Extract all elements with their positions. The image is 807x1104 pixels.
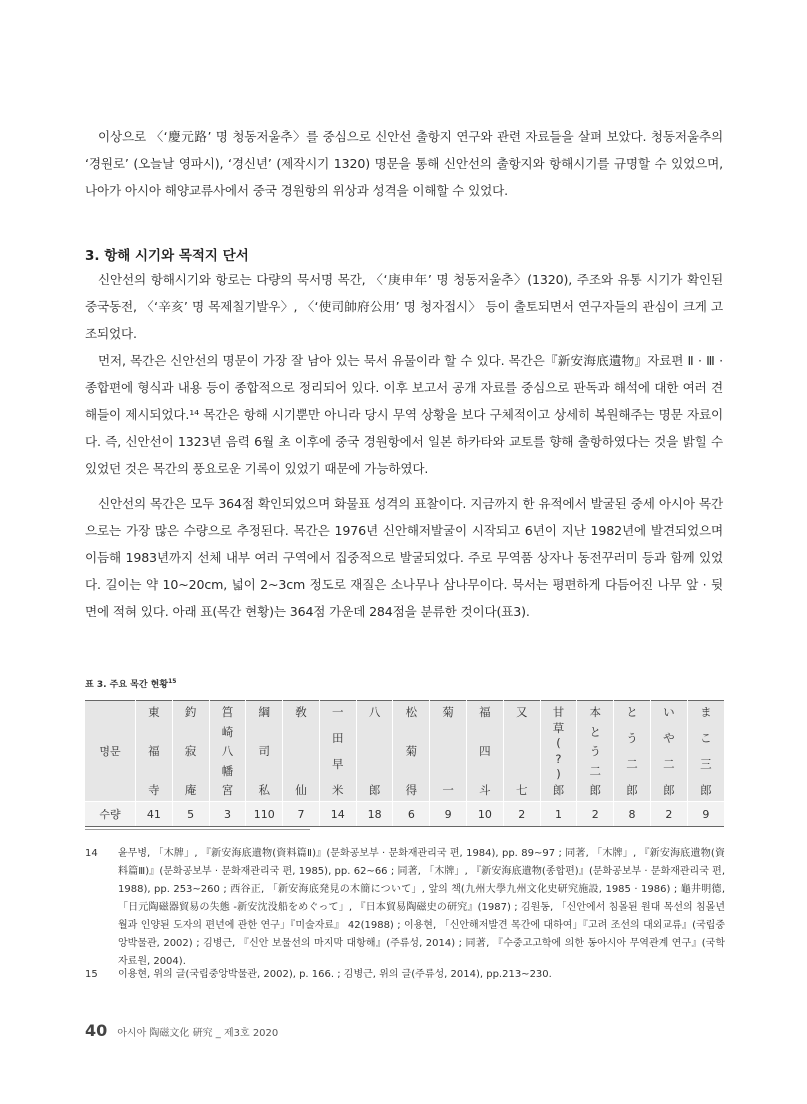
inscription-char: 郎: [700, 783, 712, 797]
inscription-chars: [210, 705, 246, 797]
inscription-char: 仙: [295, 783, 307, 797]
inscription-char: 司: [258, 744, 270, 758]
inscription-char: 郎: [626, 783, 638, 797]
inscription-char: 一: [442, 783, 454, 797]
inscription-char: (: [556, 736, 561, 751]
inscription-chars: [246, 705, 282, 797]
paragraph-count: 신안선의 목간은 모두 364점 확인되었으며 화물표 성격의 표찰이다. 지금까지 한 유적에서 발굴된 중세 아시아 목간으로는 가장 많은 수량으로 추정된다. 목간은 1976년 신안해저발굴이 시작되고 6년이 지난 1982년에 발견되었으며 이듬해 1983년까지 선체 내부 여러 구역에서 집중적으로 발굴되었다. 주로 무역품 상자나 동전꾸러미 등과 함께 있었다. 길이는 약 10~20cm, 넓이 2~3cm 정도로 재질은 소나무나 삼나무이다. 묵서는 평편하게 다듬어진 나무 앞 · 뒷면에 적혀 있다. 아래 표(목간 현황)는 364점 가운데 284점을 분류한 것이다(표3).: [85, 496, 723, 619]
inscription-chars: [136, 705, 172, 797]
count-cell: 6: [393, 802, 430, 827]
inscription-char: 草: [552, 720, 565, 735]
inscription-char: 菊: [442, 705, 454, 719]
inscription-header-cell: [503, 701, 540, 802]
inscription-char: う: [626, 731, 638, 745]
inscription-char: 二: [626, 757, 638, 771]
inscription-chars: [283, 705, 319, 797]
inscription-char: 庵: [184, 783, 197, 797]
inscription-char: 福: [148, 744, 160, 758]
table-header-row: [85, 701, 724, 802]
table-caption: [85, 677, 176, 690]
inscription-char: 寂: [184, 744, 197, 758]
inscription-char: 郎: [552, 782, 565, 797]
count-cell: 5: [172, 802, 209, 827]
count-cell: 2: [503, 802, 540, 827]
inscription-chars: [688, 705, 724, 797]
inscription-chars: [541, 705, 577, 797]
inscription-char: う: [589, 744, 602, 758]
inscription-header-cell: [577, 701, 614, 802]
page-number: 40: [85, 1021, 108, 1040]
inscription-char: と: [626, 705, 638, 719]
inscription-char: 釣: [184, 705, 197, 719]
inscription-header-cell: [172, 701, 209, 802]
inscription-char: 筥: [221, 705, 234, 719]
inscription-char: 私: [258, 783, 270, 797]
inscription-char: 敎: [295, 705, 307, 719]
count-cell: 41: [136, 802, 173, 827]
count-cell: 7: [283, 802, 320, 827]
paragraph-conclusion: 이상으로 〈‘慶元路’ 명 청동저울추〉를 중심으로 신안선 출항지 연구와 관련 자료들을 살펴 보았다. 청동저울추의 ‘경원로’ (오늘날 영파시), ‘경신년’ (제작시기 1320) 명문을 통해 신안선의 출항지와 항해시기를 규명할 수 있었으며, 나아가 아시아 해양교류사에서 중국 경원항의 위상과 성격을 이해할 수 있었다.: [85, 129, 723, 198]
inscription-chars: [504, 705, 540, 797]
inscription-char: 本: [589, 705, 602, 719]
inscription-header-cell: [540, 701, 577, 802]
footnote-14: [85, 845, 725, 971]
paragraph-intro: 신안선의 항해시기와 항로는 다량의 묵서명 목간, 〈‘庚申年’ 명 청동저울추〉(1320), 주조와 유통 시기가 확인된 중국동전, 〈‘辛亥’ 명 목제칠기발우〉, 〈‘使司帥府公用’ 명 청자접시〉 등이 출토되면서 연구자들의 관심이 크게 고조되었다.: [85, 272, 723, 341]
count-cell: 9: [430, 802, 467, 827]
table-caption-footnote-ref: 15: [168, 678, 177, 685]
inscription-header-cell: [467, 701, 504, 802]
inscription-char: 七: [515, 783, 528, 797]
footnote-divider: [85, 829, 310, 830]
inscription-header-cell: [614, 701, 651, 802]
inscription-char: 米: [332, 783, 344, 797]
inscription-header-cell: [356, 701, 393, 802]
count-cell: 1: [540, 802, 577, 827]
footnote-number: 14: [85, 848, 98, 859]
inscription-header-cell: [393, 701, 430, 802]
inscription-char: ): [556, 767, 561, 782]
inscription-char: 得: [405, 783, 418, 797]
inscription-header-cell: [209, 701, 246, 802]
footnote-text: 이용현, 위의 글(국립중앙박물관, 2002), p. 166. ; 김병근, 위의 글(주류성, 2014), pp.213~230.: [118, 969, 552, 980]
inscription-chars: [614, 705, 650, 797]
inscription-header-cell: [136, 701, 173, 802]
inscription-char: 幡: [221, 763, 234, 778]
inscription-chars: [430, 705, 466, 797]
inscription-char: 宮: [221, 783, 234, 797]
inscription-char: 四: [479, 744, 491, 758]
inscription-chars: [577, 705, 613, 797]
inscription-char: こ: [700, 731, 712, 745]
inscription-char: 田: [332, 731, 344, 745]
inscription-char: 郎: [663, 783, 675, 797]
inscription-char: と: [589, 724, 602, 739]
inscription-char: 一: [332, 705, 344, 719]
count-cell: 2: [650, 802, 687, 827]
count-cell: 14: [319, 802, 356, 827]
count-cell: 2: [577, 802, 614, 827]
inscription-char: 松: [405, 705, 418, 719]
count-cell: 18: [356, 802, 393, 827]
inscription-char: 斗: [479, 783, 491, 797]
inscription-char: 早: [332, 757, 344, 771]
inscription-char: い: [663, 705, 675, 719]
inscription-char: や: [663, 731, 675, 745]
count-cell: 9: [687, 802, 724, 827]
inscription-header-cell: [246, 701, 283, 802]
inscription-char: 福: [479, 705, 491, 719]
count-cell: 110: [246, 802, 283, 827]
inscription-char: 綱: [258, 705, 270, 719]
inscription-header-cell: [283, 701, 320, 802]
running-title: 아시아 陶磁文化 硏究 _ 제3호 2020: [117, 1028, 279, 1039]
count-header-cell: 수량: [85, 802, 136, 827]
name-header-cell: 명문: [85, 701, 136, 802]
inscription-char: 八: [221, 744, 234, 758]
inscription-chars: [357, 705, 393, 797]
inscription-char: 菊: [405, 744, 418, 758]
inscription-char: 八: [368, 705, 381, 719]
inscription-char: ま: [700, 705, 712, 719]
inscription-char: 郎: [368, 783, 381, 797]
mokgan-table: [85, 700, 724, 827]
inscription-char: ?: [555, 751, 562, 766]
inscription-char: 東: [148, 705, 160, 719]
inscription-chars: [467, 705, 503, 797]
inscription-char: 郎: [589, 783, 602, 797]
table-count-row: [85, 802, 724, 827]
inscription-chars: [320, 705, 356, 797]
inscription-char: 二: [663, 757, 675, 771]
inscription-header-cell: [650, 701, 687, 802]
inscription-char: 二: [589, 763, 602, 778]
inscription-char: 寺: [148, 783, 160, 797]
section-heading: 3. 항해 시기와 목적지 단서: [85, 248, 249, 264]
inscription-char: 崎: [221, 724, 234, 739]
page-footer: [85, 1021, 278, 1040]
count-cell: 8: [614, 802, 651, 827]
inscription-char: 甘: [552, 705, 565, 719]
inscription-char: 又: [515, 705, 528, 719]
paragraph-mokgan: 먼저, 목간은 신안선의 명문이 가장 잘 남아 있는 묵서 유물이라 할 수 있다. 목간은『新安海底遺物』자료편 Ⅱ · Ⅲ · 종합편에 형식과 내용 등이 종합적으로 정리되어 있다. 이후 보고서 공개 자료를 중심으로 판독과 해석에 대한 여러 견해들이 제시되었다.¹⁴ 목간은 항해 시기뿐만 아니라 당시 무역 상황을 보다 구체적이고 상세히 복원해주는 명문 자료이다. 즉, 신안선이 1323년 음력 6월 초 이후에 중국 경원항에서 일본 하카타와 교토를 향해 출항하였다는 것을 밝힐 수 있었던 것은 목간의 풍요로운 기록이 있었기 때문에 가능하였다.: [85, 353, 723, 476]
table-caption-text: 표 3. 주요 목간 현황: [85, 680, 169, 690]
footnote-text: 윤무병, 「木牌」, 『新安海底遺物(資料篇Ⅱ)』(문화공보부 · 문화재관리국 편, 1984), pp. 89~97 ; 同著, 「木牌」, 『新安海底遺物(資料篇Ⅲ)』(문화공보부 · 문화재관리국 편, 1985), pp. 62~66 ; 同著, 「木牌」, 『新安海底遺物(종합편)』(문화공보부 · 문화재관리국 편, 1988), pp. 253~260 ; 西谷正, 「新安海底発見の木簡について」, 앞의 책(九州大學九州文化史研究施設, 1985 · 1986) ; 龜井明德, 「日元陶磁器貿易の失態 -新安沈没船をめぐって」, 『日本貿易陶磁史の研究』(1987) ; 김원동, 「신안에서 침몰된 원대 목선의 침몰년월과 인양된 도자의 편년에 관한 연구」『미술자료』 42(1988) ; 이용현, 「신안해저발견 목간에 대하여」『고려 조선의 대외교류』(국립중앙박물관, 2002) ; 김병근, 『신안 보물선의 마지막 대항해』(주류성, 2014) ; 同著, 『수중고고학에 의한 동아시아 무역관계 연구』(국학자료원, 2004).: [118, 848, 725, 967]
inscription-chars: [173, 705, 209, 797]
count-cell: 3: [209, 802, 246, 827]
count-cell: 10: [467, 802, 504, 827]
footnote-15: [85, 966, 725, 984]
inscription-header-cell: [687, 701, 724, 802]
inscription-header-cell: [430, 701, 467, 802]
inscription-header-cell: [319, 701, 356, 802]
inscription-char: 三: [700, 757, 712, 771]
inscription-chars: [651, 705, 687, 797]
inscription-chars: [393, 705, 429, 797]
footnote-number: 15: [85, 969, 98, 980]
